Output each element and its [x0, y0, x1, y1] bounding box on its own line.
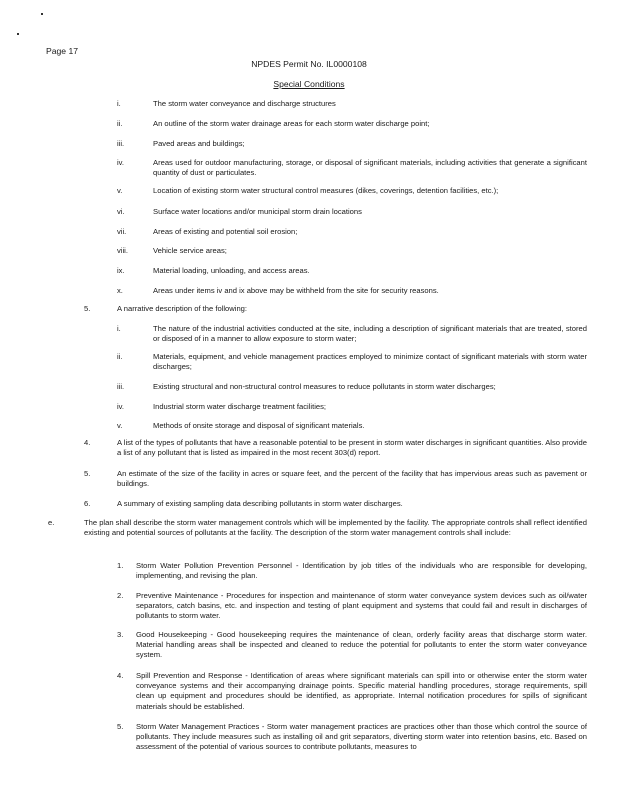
scan-speck — [17, 33, 19, 35]
list-item-text: The storm water conveyance and discharge structures — [153, 99, 336, 108]
list-marker: ii. — [117, 352, 123, 361]
list-item-text: Areas under items iv and ix above may be withheld from the site for security reasons. — [153, 286, 439, 295]
list-item-text: Paved areas and buildings; — [153, 139, 245, 148]
list-marker: iii. — [117, 139, 125, 148]
list-item-text: Areas of existing and potential soil erosion; — [153, 227, 298, 236]
list-item-text: Materials, equipment, and vehicle management practices employed to minimize contact of significant materials with storm water discharges; — [153, 352, 587, 372]
item-marker: 2. — [117, 591, 124, 600]
page-number: Page 17 — [46, 46, 79, 56]
list-item-text: An outline of the storm water drainage areas for each storm water discharge point; — [153, 119, 430, 128]
list-marker: iii. — [117, 382, 125, 391]
list-item-text: Vehicle service areas; — [153, 246, 227, 255]
item-text: Storm Water Management Practices - Storm water management practices are practices other than those which control the source of pollutants. They include measures such as installing oil and grit separators, diverting storm water into retention basins, etc. Based on assessment of the potential of various sources to contribute pollutants, measures to — [136, 722, 587, 752]
item-marker: 3. — [117, 630, 124, 639]
item-text: An estimate of the size of the facility in acres or square feet, and the percent of the facility that has impervious areas such as pavement or buildings. — [117, 469, 587, 489]
item-text: A list of the types of pollutants that have a reasonable potential to be present in storm water discharges in significant quantities. Also provide a list of any pollutant that is listed as impaired in the most recent 303(d) report. — [117, 438, 587, 458]
list-marker: x. — [117, 286, 123, 295]
list-item-text: Methods of onsite storage and disposal of significant materials. — [153, 421, 365, 430]
list-marker: viii. — [117, 246, 128, 255]
item-text: A narrative description of the following: — [117, 304, 248, 313]
item-text: A summary of existing sampling data describing pollutants in storm water discharges. — [117, 499, 403, 508]
item-marker: 1. — [117, 561, 124, 570]
item-text: Preventive Maintenance - Procedures for inspection and maintenance of storm water conveyance system devices such as oil/water separators, catch basins, etc. and inspection and testing of plant equipment and systems that could fail and result in discharges of pollutants to storm water. — [136, 591, 587, 621]
item-marker: 5. — [84, 469, 91, 478]
item-text: Good Housekeeping - Good housekeeping requires the maintenance of clean, orderly facility areas that discharge storm water. Material handling areas shall be inspected and cleaned to reduce the potential for pollutants to enter the storm water conveyance system. — [136, 630, 587, 660]
item-marker: 4. — [117, 671, 124, 680]
list-item-text: Material loading, unloading, and access areas. — [153, 266, 310, 275]
list-item-text: Areas used for outdoor manufacturing, storage, or disposal of significant materials, including activities that generate a significant quantity of dust or particulates. — [153, 158, 587, 178]
list-item-text: Industrial storm water discharge treatment facilities; — [153, 402, 327, 411]
list-item-text: Location of existing storm water structural control measures (dikes, coverings, detention facilities, etc.); — [153, 186, 499, 195]
item-marker: 5. — [117, 722, 124, 731]
list-item-text: Existing structural and non-structural control measures to reduce pollutants in storm water discharges; — [153, 382, 496, 391]
item-text: The plan shall describe the storm water management controls which will be implemented by the facility. The appropriate controls shall reflect identified existing and potential sources of pollutants at the facility. The description of the storm water management controls shall include: — [84, 518, 587, 538]
list-marker: v. — [117, 186, 123, 195]
list-marker: ii. — [117, 119, 123, 128]
item-marker: 6. — [84, 499, 91, 508]
list-item-text: Surface water locations and/or municipal storm drain locations — [153, 207, 362, 216]
item-marker: 4. — [84, 438, 91, 447]
list-marker: vii. — [117, 227, 127, 236]
list-marker: v. — [117, 421, 123, 430]
list-marker: vi. — [117, 207, 125, 216]
scan-speck — [41, 13, 43, 15]
item-marker: e. — [48, 518, 55, 527]
list-item-text: The nature of the industrial activities conducted at the site, including a description of significant materials that are treated, stored or disposed of in a manner to allow exposure to storm water; — [153, 324, 587, 344]
item-text: Spill Prevention and Response - Identification of areas where significant materials can spill into or otherwise enter the storm water conveyance systems and their accompanying drainage points. Specific material handling procedures, storage requirements, spill clean up equipment and procedures should be identified, as appropriate. Internal notification procedures for spills of significant materials should be established. — [136, 671, 587, 711]
item-text: Storm Water Pollution Prevention Personnel - Identification by job titles of the individuals who are responsible for developing, implementing, and revising the plan. — [136, 561, 587, 581]
item-marker: 5. — [84, 304, 91, 313]
list-marker: i. — [117, 324, 121, 333]
list-marker: iv. — [117, 402, 125, 411]
list-marker: i. — [117, 99, 121, 108]
list-marker: iv. — [117, 158, 125, 167]
list-marker: ix. — [117, 266, 125, 275]
section-title: Special Conditions — [273, 79, 345, 89]
permit-number: NPDES Permit No. IL0000108 — [251, 59, 367, 69]
